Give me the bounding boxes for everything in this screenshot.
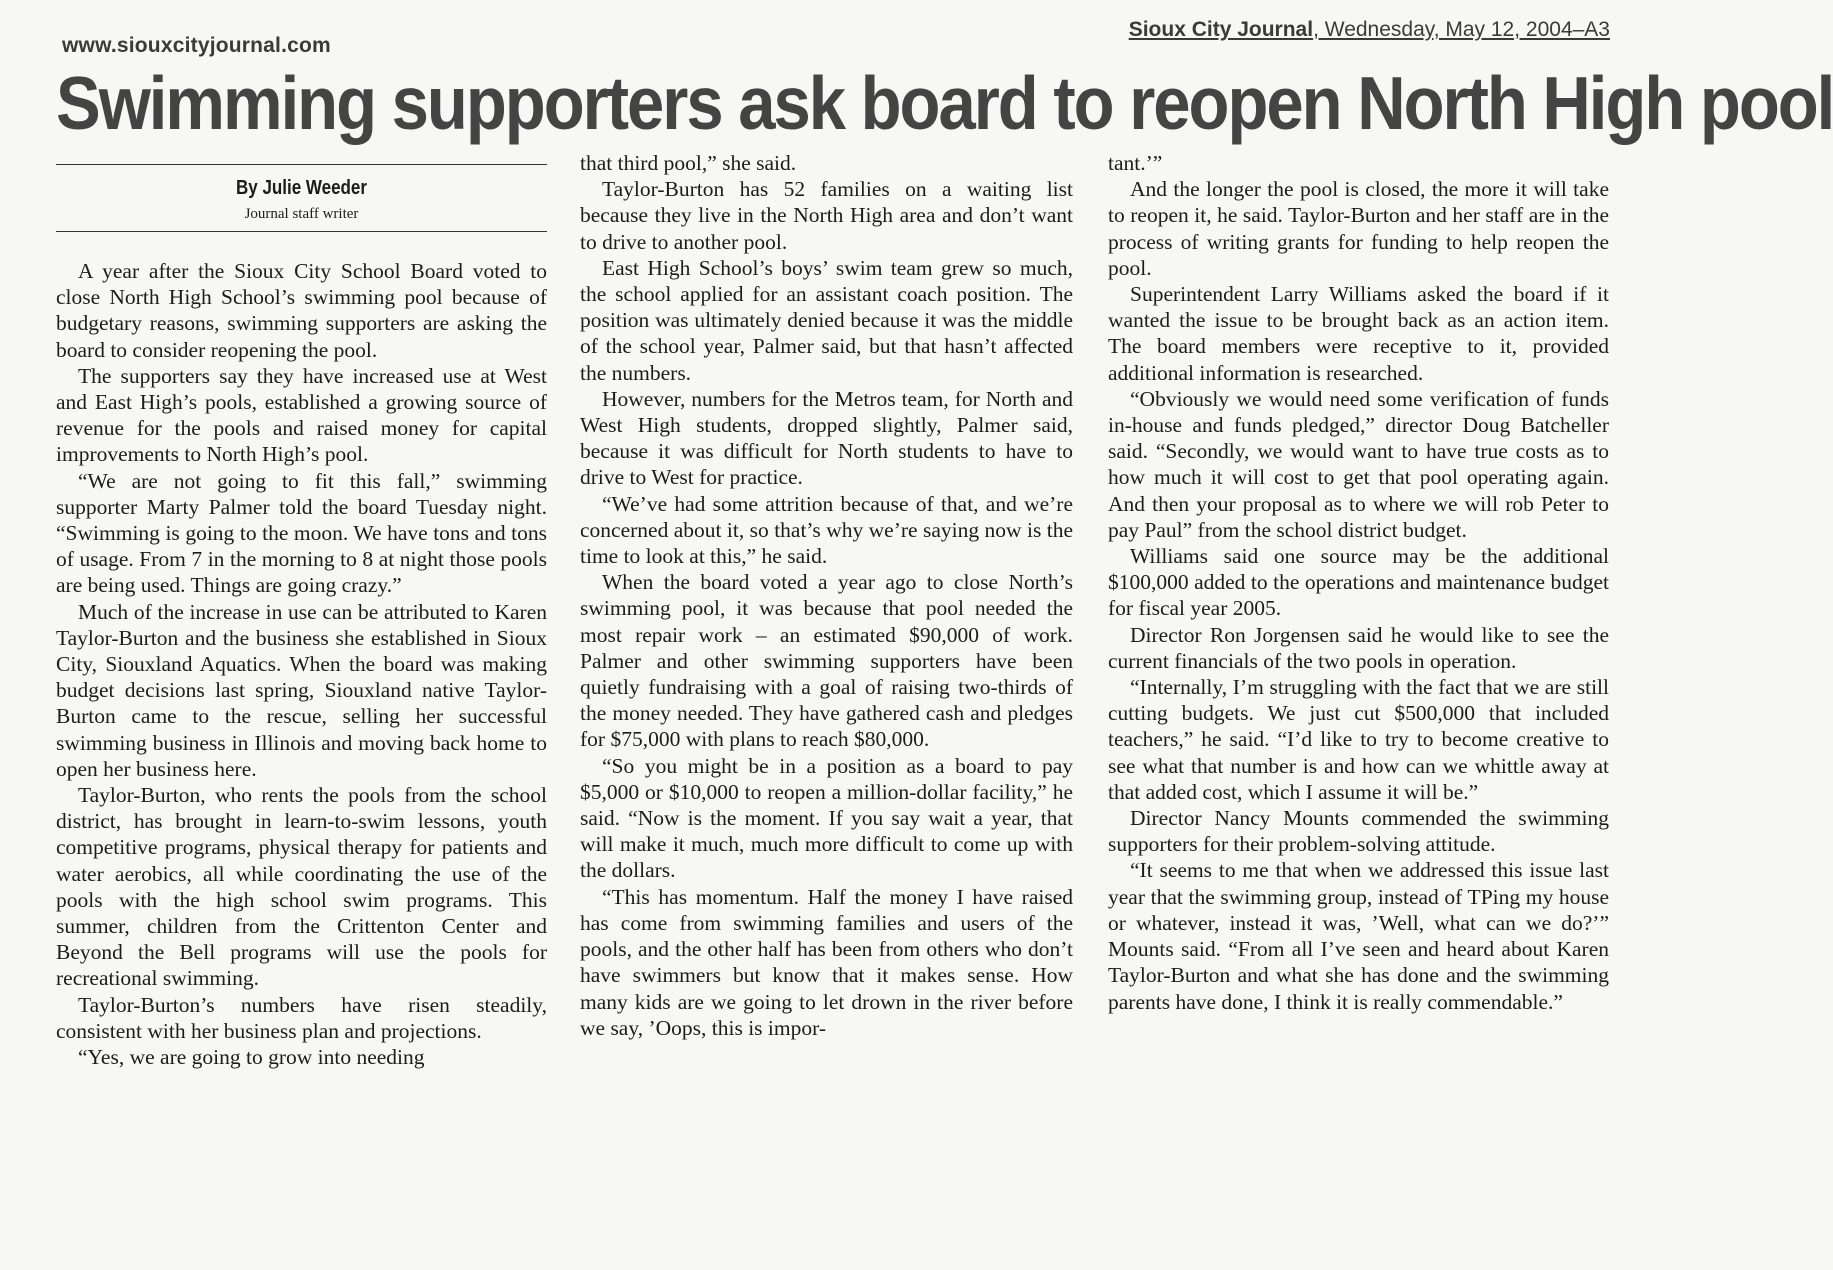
paragraph: “Obviously we would need some verification of funds in-house and funds pledged,” director Doug Batcheller said. “Secondly, we would want to have true costs as to how much it will cost to get that pool operating again. And then your proposal as to where we will rob Peter to pay Paul” from the school district budget. <box>1108 386 1609 542</box>
paragraph: “It seems to me that when we addressed this issue last year that the swimming group, instead of TPing my house or whatever, instead it was, ’Well, what can we do?’” Mounts said. “From all I’ve seen and heard about Karen Taylor-Burton and what she has done and the swimming parents have done, I think it is really commendable.” <box>1108 858 1609 1014</box>
paragraph: “We’ve had some attrition because of that, and we’re concerned about it, so that’s why we’re saying now is the time to look at this,” he said. <box>580 491 1073 569</box>
paragraph: “So you might be in a position as a board to pay $5,000 or $10,000 to reopen a million-dollar facility,” he said. “Now is the moment. If you say wait a year, that will make it much, much more difficult to come up with the dollars. <box>580 753 1073 883</box>
paragraph: And the longer the pool is closed, the more it will take to reopen it, he said. Taylor-Burton and her staff are in the process of writing grants for funding to help reopen the pool. <box>1108 177 1609 280</box>
paragraph: “We are not going to fit this fall,” swimming supporter Marty Palmer told the board Tuesday night. “Swimming is going to the moon. We have tons and tons of usage. From 7 in the morning to 8 at night those pools are being used. Things are going crazy.” <box>56 468 547 598</box>
paragraph: Taylor-Burton, who rents the pools from the school district, has brought in learn-to-swim lessons, youth competitive programs, physical therapy for patients and water aerobics, all while coordinating the use of the pools with the high school swim programs. This summer, children from the Crittenton Center and Beyond the Bell programs will use the pools for recreational swimming. <box>56 783 547 991</box>
article-headline: Swimming supporters ask board to reopen North High pool <box>56 62 1833 146</box>
paragraph: that third pool,” she said. <box>580 151 797 175</box>
paragraph: Taylor-Burton’s numbers have risen steadily, consistent with her business plan and projections. <box>56 992 547 1043</box>
article-column-1 <box>56 258 547 1070</box>
paragraph: A year after the Sioux City School Board voted to close North High School’s swimming pool because of budgetary reasons, swimming supporters are asking the board to consider reopening the pool. <box>56 259 547 362</box>
paragraph: However, numbers for the Metros team, for North and West High students, dropped slightly, Palmer said, because it was difficult for North students to have to drive to West for practice. <box>580 386 1073 490</box>
paragraph: Williams said one source may be the additional $100,000 added to the operations and maintenance budget for fiscal year 2005. <box>1108 544 1609 621</box>
paragraph: Superintendent Larry Williams asked the board if it wanted the issue to be brought back as an action item. The board members were receptive to it, provided additional information is researched. <box>1108 282 1609 385</box>
issue-date: , Wednesday, May 12, 2004–A3 <box>1313 18 1610 41</box>
paragraph: East High School’s boys’ swim team grew so much, the school applied for an assistant coach position. The position was ultimately denied because it was the middle of the school year, Palmer said, but that hasn’t affected the numbers. <box>580 255 1073 385</box>
paragraph: Taylor-Burton has 52 families on a waiting list because they live in the North High area and don’t want to drive to another pool. <box>580 177 1073 254</box>
dateline <box>1129 18 1610 42</box>
paragraph: When the board voted a year ago to close North’s swimming pool, it was because that pool needed the most repair work – an estimated $90,000 of work. Palmer and other swimming supporters have been quietly fundraising with a goal of raising two-thirds of the money needed. They have gathered cash and pledges for $75,000 with plans to reach $80,000. <box>580 570 1073 752</box>
paragraph: Much of the increase in use can be attributed to Karen Taylor-Burton and the business she established in Sioux City, Siouxland Aquatics. When the board was making budget decisions last spring, Siouxland native Taylor-Burton came to the rescue, selling her successful swimming business in Illinois and moving back home to open her business here. <box>56 599 547 781</box>
author-name: By Julie Weeder <box>235 177 368 199</box>
article-column-2 <box>580 150 1073 1041</box>
paper-name: Sioux City Journal <box>1128 18 1314 41</box>
website-url: www.siouxcityjournal.com <box>62 34 331 57</box>
paragraph: Director Nancy Mounts commended the swimming supporters for their problem-solving attitude. <box>1108 806 1609 857</box>
paragraph: “This has momentum. Half the money I have raised has come from swimming families and users of the pools, and the other half has been from others who don’t have swimmers but know that it makes sense. How many kids are we going to let drown in the river before we say, ’Oops, this is impor- <box>580 884 1073 1040</box>
author-role: Journal staff writer <box>244 206 359 222</box>
article-column-3 <box>1108 150 1609 1015</box>
paragraph: The supporters say they have increased use at West and East High’s pools, established a growing source of revenue for the pools and raised money for capital improvements to North High’s pool. <box>56 363 547 467</box>
paragraph: “Yes, we are going to grow into needing <box>78 1045 425 1070</box>
paragraph: “Internally, I’m struggling with the fact that we are still cutting budgets. We just cut $500,000 that included teachers,” he said. “I’d like to try to become creative to see what that number is and how can we whittle away at that added cost, which I assume it will be.” <box>1108 675 1609 804</box>
paragraph: Director Ron Jorgensen said he would like to see the current financials of the two pools in operation. <box>1108 622 1609 673</box>
byline <box>56 164 547 232</box>
paragraph: tant.’” <box>1108 151 1163 175</box>
